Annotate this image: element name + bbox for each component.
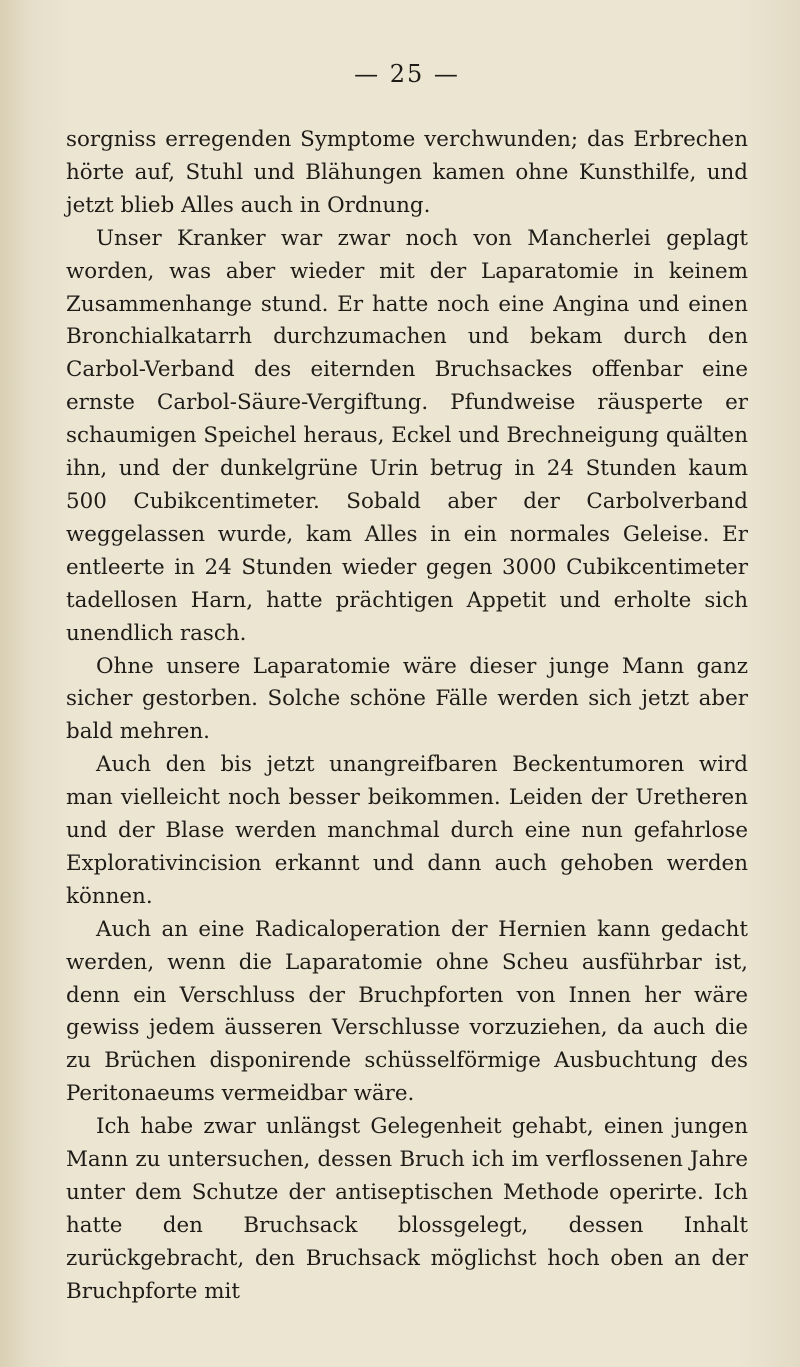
paragraph: Auch an eine Radicaloperation der Hernien kann gedacht werden, wenn die Laparatomie ohne Scheu ausführbar ist, denn ein Verschluss der Bruchpforten von Innen her wäre gewiss jedem äusseren Verschlusse vorzuziehen, da auch die zu Brüchen disponirende schüsselförmige Ausbuchtung des Peritonaeums vermeidbar wäre.	[66, 916, 748, 1107]
book-page	[66, 60, 748, 1309]
paragraph: Auch den bis jetzt unangreifbaren Beckentumoren wird man vielleicht noch besser beikommen. Leiden der Uretheren und der Blase werden manchmal durch eine nun gefahrlose Explorativincision erkannt und dann auch gehoben werden können.	[66, 752, 748, 909]
paragraph: Ich habe zwar unlängst Gelegenheit gehabt, einen jungen Mann zu untersuchen, dessen Bruch ich im verflossenen Jahre unter dem Schutze der antiseptischen Methode operirte. Ich hatte den Bruchsack blossgelegt, dessen Inhalt zurückgebracht, den Bruchsack möglichst hoch oben an der Bruchpforte mit	[66, 1114, 748, 1304]
paragraph: Ohne unsere Laparatomie wäre dieser junge Mann ganz sicher gestorben. Solche schöne Fälle werden sich jetzt aber bald mehren.	[66, 653, 748, 745]
paragraph-continuation: sorgniss erregenden Symptome verchwunden; das Erbrechen hörte auf, Stuhl und Blähungen kamen ohne Kunsthilfe, und jetzt blieb Alles auch in Ordnung.	[66, 127, 748, 218]
paragraph: Unser Kranker war zwar noch von Mancherlei geplagt worden, was aber wieder mit der Laparatomie in keinem Zusammenhange stund. Er hatte noch eine Angina und einen Bronchialkatarrh durchzumachen und bekam durch den Carbol-Verband des eiternden Bruchsackes offenbar eine ernste Carbol-Säure-Vergiftung. Pfundweise räusperte er schaumigen Speichel heraus, Eckel und Brechneigung quälten ihn, und der dunkelgrüne Urin betrug in 24 Stunden kaum 500 Cubikcentimeter. Sobald aber der Carbolverband weggelassen wurde, kam Alles in ein normales Geleise. Er entleerte in 24 Stunden wieder gegen 3000 Cubikcentimeter tadellosen Harn, hatte prächtigen Appetit und erholte sich unendlich rasch.	[66, 225, 748, 646]
page-number: — 25 —	[354, 60, 460, 88]
